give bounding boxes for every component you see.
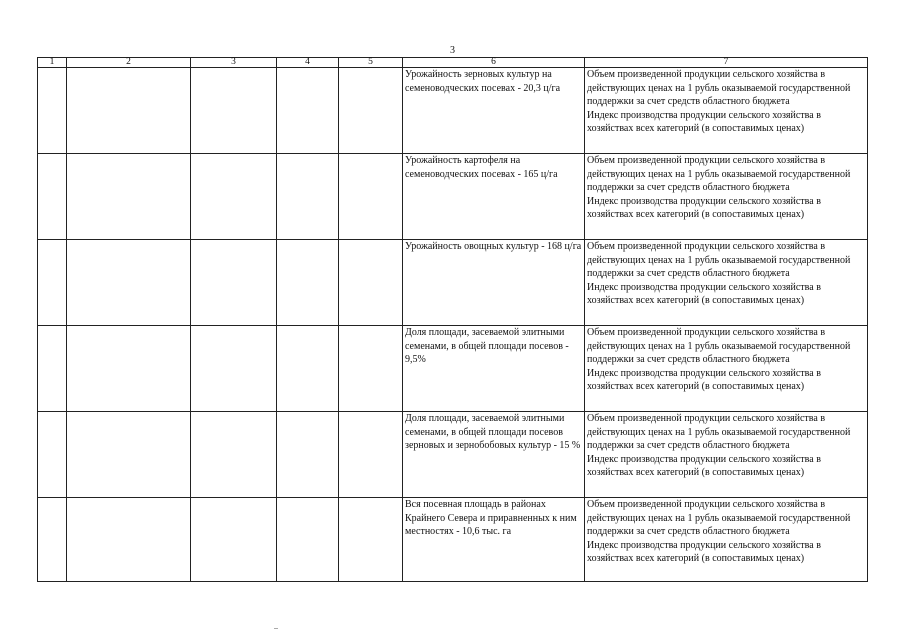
indicator-cell: Вся посевная площадь в районах Крайнего Севера и приравненных к ним местностях - 10,6 тыс. га (403, 498, 585, 582)
empty-cell (38, 498, 67, 582)
empty-cell (277, 498, 339, 582)
page-number: 3 (450, 45, 455, 56)
column-header: 2 (67, 58, 191, 68)
empty-cell (67, 498, 191, 582)
empty-cell (339, 68, 403, 154)
table-row (38, 68, 868, 154)
empty-cell (277, 240, 339, 326)
column-header: 1 (38, 58, 67, 68)
empty-cell (339, 326, 403, 412)
empty-cell (339, 498, 403, 582)
empty-cell (38, 154, 67, 240)
empty-cell (67, 240, 191, 326)
empty-cell (339, 154, 403, 240)
indicator-cell: Доля площади, засеваемой элитными семенами, в общей площади посевов - 9,5% (403, 326, 585, 412)
column-header: 7 (585, 58, 868, 68)
table-row (38, 498, 868, 582)
empty-cell (191, 326, 277, 412)
indicator-cell: Урожайность овощных культур - 168 ц/га (403, 240, 585, 326)
criteria-cell: Объем произведенной продукции сельского хозяйства в действующих ценах на 1 рубль оказываемой государственной поддержки за счет средств областного бюджета Индекс производства продукции сельского хозяйства в хозяйствах всех категорий (в сопоставимых ценах) (585, 154, 868, 240)
empty-cell (339, 240, 403, 326)
column-header: 3 (191, 58, 277, 68)
empty-cell (67, 68, 191, 154)
criteria-cell: Объем произведенной продукции сельского хозяйства в действующих ценах на 1 рубль оказываемой государственной поддержки за счет средств областного бюджета Индекс производства продукции сельского хозяйства в хозяйствах всех категорий (в сопоставимых ценах) (585, 412, 868, 498)
empty-cell (38, 240, 67, 326)
empty-cell (67, 154, 191, 240)
indicators-table (37, 57, 868, 582)
empty-cell (277, 68, 339, 154)
criteria-cell: Объем произведенной продукции сельского хозяйства в действующих ценах на 1 рубль оказываемой государственной поддержки за счет средств областного бюджета Индекс производства продукции сельского хозяйства в хозяйствах всех категорий (в сопоставимых ценах) (585, 68, 868, 154)
empty-cell (191, 68, 277, 154)
column-header: 4 (277, 58, 339, 68)
indicator-cell: Доля площади, засеваемой элитными семенами, в общей площади посевов зерновых и зернобобовых культур - 15 % (403, 412, 585, 498)
empty-cell (191, 498, 277, 582)
table-row (38, 326, 868, 412)
column-header: 6 (403, 58, 585, 68)
empty-cell (277, 326, 339, 412)
table-row (38, 412, 868, 498)
empty-cell (191, 154, 277, 240)
empty-cell (191, 412, 277, 498)
empty-cell (191, 240, 277, 326)
scan-artifact (274, 628, 278, 629)
indicator-cell: Урожайность картофеля на семеноводческих посевах - 165 ц/га (403, 154, 585, 240)
table-row (38, 240, 868, 326)
indicator-cell: Урожайность зерновых культур на семеноводческих посевах - 20,3 ц/га (403, 68, 585, 154)
empty-cell (67, 412, 191, 498)
column-header: 5 (339, 58, 403, 68)
empty-cell (277, 412, 339, 498)
empty-cell (67, 326, 191, 412)
empty-cell (339, 412, 403, 498)
empty-cell (277, 154, 339, 240)
table-header-row (38, 58, 868, 68)
criteria-cell: Объем произведенной продукции сельского хозяйства в действующих ценах на 1 рубль оказываемой государственной поддержки за счет средств областного бюджета Индекс производства продукции сельского хозяйства в хозяйствах всех категорий (в сопоставимых ценах) (585, 240, 868, 326)
table-row (38, 154, 868, 240)
criteria-cell: Объем произведенной продукции сельского хозяйства в действующих ценах на 1 рубль оказываемой государственной поддержки за счет средств областного бюджета Индекс производства продукции сельского хозяйства в хозяйствах всех категорий (в сопоставимых ценах) (585, 326, 868, 412)
empty-cell (38, 326, 67, 412)
empty-cell (38, 412, 67, 498)
criteria-cell: Объем произведенной продукции сельского хозяйства в действующих ценах на 1 рубль оказываемой государственной поддержки за счет средств областного бюджета Индекс производства продукции сельского хозяйства в хозяйствах всех категорий (в сопоставимых ценах) (585, 498, 868, 582)
empty-cell (38, 68, 67, 154)
